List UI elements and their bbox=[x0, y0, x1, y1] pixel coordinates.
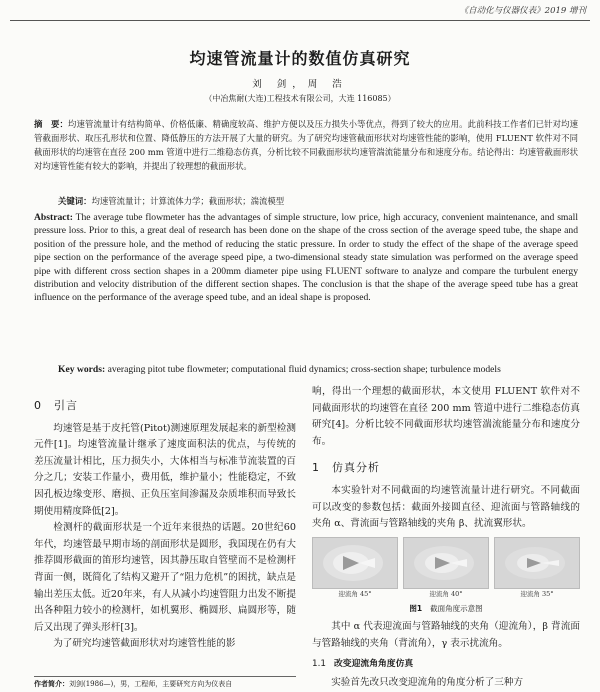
author-footnote bbox=[34, 676, 296, 689]
figure-1-panel-a-caption: 迎流角 45° bbox=[338, 589, 372, 598]
figure-1-panel-b bbox=[403, 537, 489, 599]
journal-header: 《自动化与仪器仪表》2019 增刊 bbox=[459, 6, 586, 16]
abstract-en-text: The average tube flowmeter has the advantages of simple structure, low price, high accuracy, convenient maintenance, and small pressure loss. Prior to this, a great deal of research has been done on the shape of the cross section of the average speed tube, the shape and position of the pressure hole, and the method of reducing the static pressure. In order to study the effect of the shape of the average speed pipe section on the performance of the average speed pipe, a two-dimensional steady state simulation was performed on the average speed pipe with different cross section shapes in a 200mm diameter pipe using FLUENT software to analyze and compare the turbulent energy distribution and velocity distribution of the different section shapes. The conclusion is that the shape of the average speed tube has a great influence on the performance of the average speed tube, and an ideal shape is proposed. bbox=[34, 212, 578, 304]
left-column bbox=[34, 384, 296, 653]
figure-1-panel-c bbox=[494, 537, 580, 599]
abstract-zh bbox=[34, 117, 578, 173]
section-1-1-heading bbox=[312, 656, 580, 673]
figure-1 bbox=[312, 537, 580, 599]
keywords-zh-label: 关键词： bbox=[58, 196, 92, 206]
keywords-en-text: averaging pitot tube flowmeter; computational fluid dynamics; cross-section shape; turbulence models bbox=[107, 364, 501, 375]
section-1-title: 仿真分析 bbox=[332, 461, 380, 475]
section-1-paragraph-1: 本实验针对不同截面的均速管流量计进行研究。不同截面可以改变的参数包括：截面外接圆直径、迎流面与管路轴线的夹角 α、背流面与管路轴线的夹角 β、扰流翼形状。 bbox=[312, 484, 580, 530]
keywords-zh-text: 均速管流量计；计算流体力学；截面形状；湍流模型 bbox=[91, 196, 285, 206]
keywords-zh bbox=[58, 195, 578, 207]
paper-title: 均速管流量计的数值仿真研究 bbox=[189, 49, 411, 68]
paper-affiliation: （中冶焦耐(大连)工程技术有限公司，大连 116085） bbox=[204, 94, 396, 103]
figure-1-panel-c-image bbox=[494, 537, 580, 589]
figure-1-caption-text: 截面角度示意图 bbox=[430, 603, 483, 613]
figure-1-panel-a bbox=[312, 537, 398, 599]
paper-authors: 刘 剑，周 浩 bbox=[252, 79, 348, 90]
figure-1-panel-b-caption: 迎流角 40° bbox=[429, 589, 463, 598]
section-0-paragraph-3: 为了研究均速管截面形状对均速管性能的影 bbox=[53, 638, 236, 650]
section-0-heading bbox=[34, 398, 296, 415]
figure-explanation: 其中 α 代表迎流面与管路轴线的夹角（迎流角），β 背流面与管路轴线的夹角（背流角），γ 表示扰流角。 bbox=[312, 621, 580, 649]
section-0-title: 引言 bbox=[54, 399, 78, 412]
section-0-number: 0 bbox=[34, 399, 42, 412]
section-0-paragraph-2: 检测杆的截面形状是一个近年来很热的话题。20世纪60年代，均速管最早期市场的剖面形状是圆形，我国现在仍有大推荐圆形截面的笛形均速管，因其静压取自管壁而不是检测杆背面一侧，既简化了结构又避开了“阻力危机”的困扰，缺点是输出差压太低。近20年来，有人从减小均速管阻力出发不断提出各种阻力较小的检测杆，如机翼形、椭圆形、扁圆形等，随后又出现了弹头形杆[3]。 bbox=[34, 522, 296, 633]
abstract-en-label: Abstract: bbox=[34, 212, 73, 223]
section-1-heading bbox=[312, 460, 580, 477]
keywords-en-label: Key words: bbox=[58, 364, 106, 375]
section-1-1-number: 1.1 bbox=[312, 658, 326, 669]
figure-1-label: 图1 bbox=[409, 603, 423, 613]
figure-1-panel-b-image bbox=[403, 537, 489, 589]
abstract-en bbox=[34, 211, 578, 305]
section-1-1-paragraph-1: 实验首先改只改变迎流角的角度分析了三种方 bbox=[331, 677, 524, 689]
section-1-number: 1 bbox=[312, 461, 320, 475]
figure-1-panel-c-caption: 迎流角 35° bbox=[520, 589, 554, 598]
footnote-label: 作者简介： bbox=[34, 680, 69, 688]
intro-continuation: 响，得出一个理想的截面形状，本文使用 FLUENT 软件对不同截面形状的均速管在直径 200 mm 管道中进行二维稳态仿真研究[4]。分析比较不同截面形状均速管湍流能量分布和速度分布。 bbox=[312, 386, 580, 447]
figure-1-caption bbox=[312, 601, 580, 618]
footnote-text: 刘剑(1986—)，男，工程师，主要研究方向为仪表自 bbox=[69, 680, 233, 688]
keywords-en bbox=[58, 364, 578, 375]
figure-1-panel-a-image bbox=[312, 537, 398, 589]
right-column bbox=[312, 384, 580, 692]
section-0-paragraph-1: 均速管是基于皮托管(Pitot)测速原理发展起来的新型检测元件[1]。均速管流量计继承了速度面积法的优点，与传统的差压流量计相比，压力损失小，大体相当与标准节流装置的百分之几；安装工作量小，费用低，维护量小；性能稳定，不致因孔板边缘变形、磨损、正负压室间渗漏及杂质堆积而导致长期使用精度降低[2]。 bbox=[34, 422, 296, 517]
abstract-zh-text: 均速管流量计有结构简单、价格低廉、精确度较高、维护方便以及压力损失小等优点，得到了较大的应用。此前科技工作者们已针对均速管截面形状、取压孔形状和位置、降低静压的方法开展了大量的研究。为了研究均速管截面形状对均速管性能的影响，使用 FLUENT 软件对不同截面形状的均速管在直径 200 mm 管道中进行二维稳态仿真，分析比较不同截面形状均速管湍流能量分布和速度分布。结论得出：均速管截面形状对均速管性能有较大的影响，并提出了较理想的截面形状。 bbox=[34, 119, 579, 171]
section-1-1-title: 改变迎流角角度仿真 bbox=[334, 658, 414, 669]
abstract-zh-label: 摘 要： bbox=[34, 119, 69, 129]
header-rule bbox=[10, 20, 590, 21]
